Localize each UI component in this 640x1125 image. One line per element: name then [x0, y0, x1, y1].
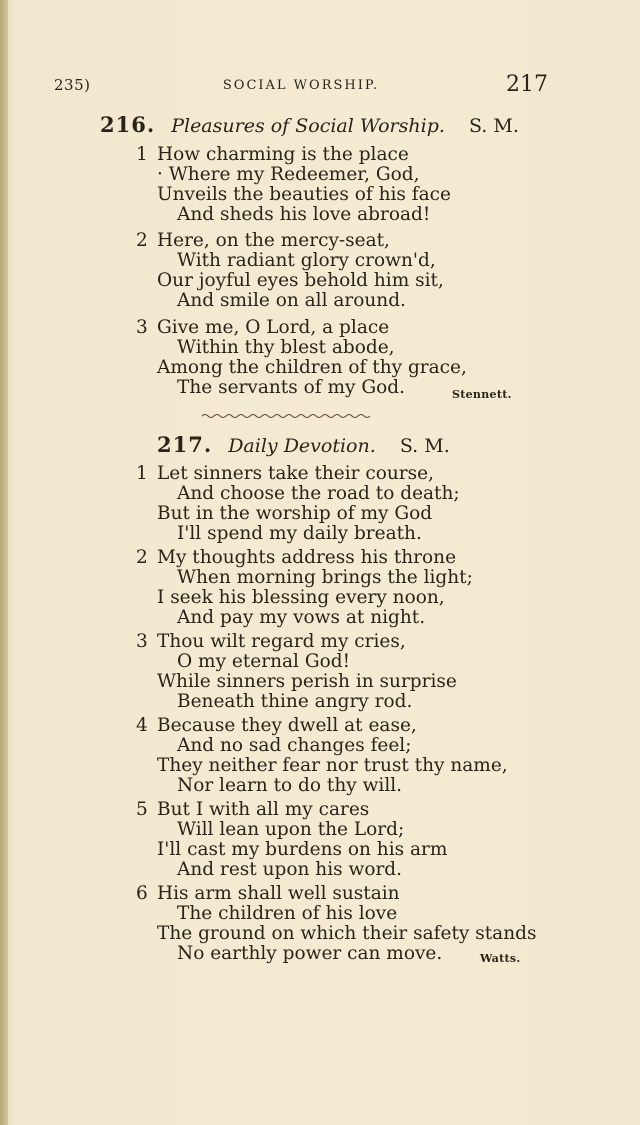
verse-line: And smile on all around. — [177, 290, 406, 311]
verse-line: I'll spend my daily breath. — [177, 523, 422, 544]
verse-line: How charming is the place — [157, 144, 409, 165]
hymn-attribution: Stennett. — [452, 388, 512, 401]
verse-number: 3 — [136, 317, 148, 338]
verse-line: The servants of my God. — [177, 377, 405, 398]
verse-line: Give me, O Lord, a place — [157, 317, 390, 338]
verse-line: I seek his blessing every noon, — [157, 587, 445, 608]
verse-line: Thou wilt regard my cries, — [157, 631, 406, 652]
verse-line: With radiant glory crown'd, — [177, 250, 436, 271]
verse-line: Among the children of thy grace, — [157, 357, 467, 378]
verse-line: And no sad changes feel; — [177, 735, 412, 756]
verse-line: They neither fear nor trust thy name, — [157, 755, 508, 776]
verse-line: · Where my Redeemer, God, — [157, 164, 420, 185]
page-spine-edge — [0, 0, 8, 1125]
verse-line: But I with all my cares — [157, 799, 370, 820]
verse-number: 3 — [136, 631, 148, 652]
verse-line: But in the worship of my God — [157, 503, 433, 524]
verse-line: Within thy blest abode, — [177, 337, 395, 358]
header-section-title: SOCIAL WORSHIP. — [222, 78, 380, 93]
verse-number: 1 — [136, 144, 148, 165]
verse-line: The children of his love — [177, 903, 398, 924]
hymn-217-heading — [157, 432, 450, 457]
verse-line: Unveils the beauties of his face — [157, 184, 451, 205]
verse-line: And pay my vows at night. — [177, 607, 426, 628]
verse-line: Will lean upon the Lord; — [177, 819, 405, 840]
verse-line: When morning brings the light; — [177, 567, 473, 588]
verse-number: 1 — [136, 463, 148, 484]
page-number: 217 — [506, 72, 548, 97]
hymn-216-heading — [100, 112, 519, 137]
header-hymn-range: 235) — [54, 76, 91, 94]
verse-line: Here, on the mercy-seat, — [157, 230, 390, 251]
verse-line: I'll cast my burdens on his arm — [157, 839, 448, 860]
verse-number: 6 — [136, 883, 148, 904]
verse-number: 4 — [136, 715, 148, 736]
hymn-meter: S. M. — [468, 115, 519, 137]
verse-line: O my eternal God! — [177, 651, 351, 672]
verse-line: Because they dwell at ease, — [157, 715, 417, 736]
verse-number: 5 — [136, 799, 148, 820]
verse-line: While sinners perish in surprise — [157, 671, 457, 692]
hymn-title: Daily Devotion. — [228, 435, 376, 457]
verse-number: 2 — [136, 547, 148, 568]
hymn-attribution: Watts. — [480, 952, 521, 965]
verse-number: 2 — [136, 230, 148, 251]
verse-line: No earthly power can move. — [177, 943, 443, 964]
verse-line: And rest upon his word. — [177, 859, 403, 880]
running-header — [54, 72, 548, 96]
verse-line: The ground on which their safety stands — [157, 923, 537, 944]
hymn-meter: S. M. — [399, 435, 450, 457]
verse-line: Nor learn to do thy will. — [177, 775, 403, 796]
verse-line: And sheds his love abroad! — [177, 204, 431, 225]
verse-line: Beneath thine angry rod. — [177, 691, 413, 712]
hymn-number: 217. — [157, 432, 213, 457]
wavy-divider — [200, 412, 372, 420]
verse-line: Let sinners take their course, — [157, 463, 434, 484]
hymn-number: 216. — [100, 112, 156, 137]
verse-line: Our joyful eyes behold him sit, — [157, 270, 444, 291]
verse-line: His arm shall well sustain — [157, 883, 400, 904]
verse-line: My thoughts address his throne — [157, 547, 457, 568]
hymn-title: Pleasures of Social Worship. — [171, 115, 445, 137]
verse-line: And choose the road to death; — [177, 483, 460, 504]
